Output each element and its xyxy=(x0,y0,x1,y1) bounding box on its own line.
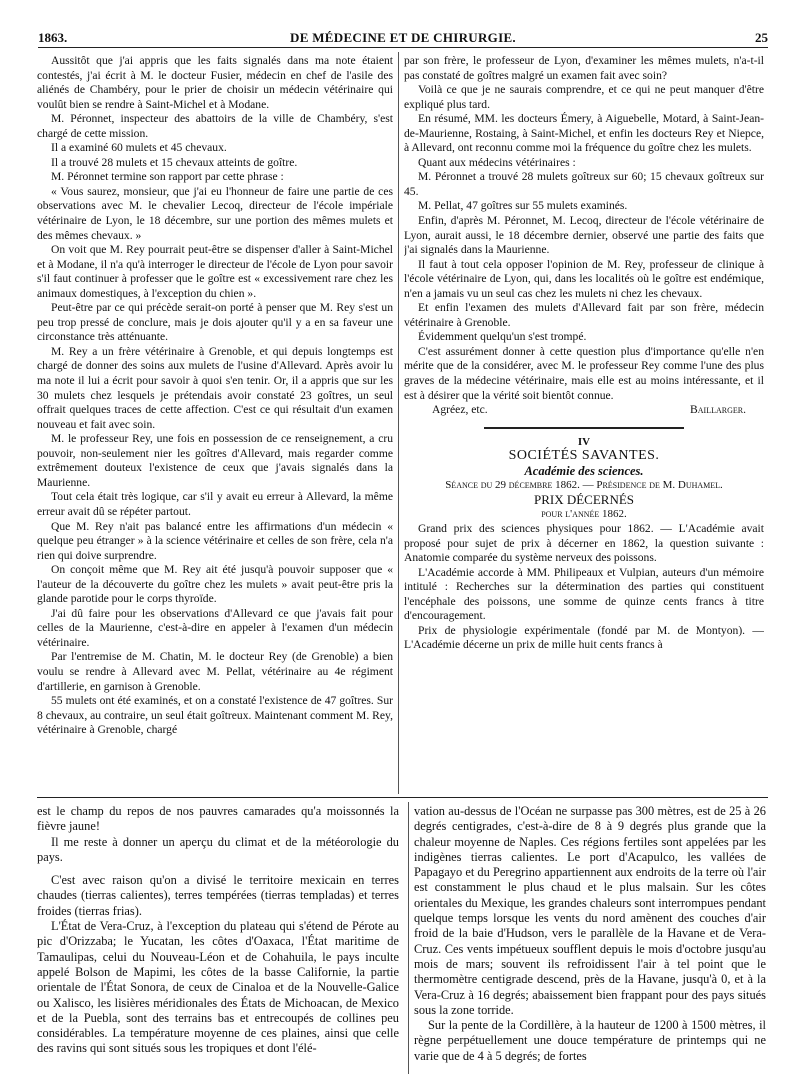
paragraph: vation au-dessus de l'Océan ne surpasse pas 300 mètres, est de 25 à 26 degrés centigrades, c'est-à-dire de 8 à 9 degrés plus grande que la chaleur moyenne de Naples. Ces régions fertiles sont appelées par les indigènes tierras calientes. Le port d'Acapulco, les vallées de Papagayo et du Peregrino appartiennent aux endroits de la terre où l'air est constamment le plus chaud et le plus malsain. Sur les côtes orientales du Mexique, les grandes chaleurs sont interrompues pendant quelque temps lorsque les vents du nord amènent des couches d'air froid de la baie d'Hudson, vers le parallèle de la Havane et de Vera-Cruz. Ces vents impétueux soufflent depuis le mois d'octobre jusqu'au mois de mars; souvent ils refroidissent l'air à tel point que le thermomètre centigrade descend, près de la Havane, jusqu'à 0, et à la Vera-Cruz à 16 degrés; abaissement bien frappant pour des pays situés sous la zone torride. xyxy=(414,804,766,1017)
article-column-right xyxy=(404,54,764,794)
paragraph: Évidemment quelqu'un s'est trompé. xyxy=(418,330,587,344)
paragraph: C'est avec raison qu'on a divisé le territoire mexicain en terres chaudes (tierras calientes), terres tempérées (tierras templadas) et terres froides (tierras frias). xyxy=(37,873,399,918)
column-divider xyxy=(398,52,399,794)
paragraph: Et enfin l'examen des mulets d'Allevard fait par son frère, médecin vétérinaire à Grenoble. xyxy=(404,301,764,329)
paragraph: M. Péronnet a trouvé 28 mulets goîtreux sur 60; 15 chevaux goîtreux sur 45. xyxy=(404,170,764,198)
paragraph: On voit que M. Rey pourrait peut-être se dispenser d'aller à Saint-Michel et à Modane, il n'a qu'à interroger le directeur de l'école de Lyon pour savoir s'il faut continuer à professer que le goître est « excessivement rare chez les animaux domestiques, à l'exception du chien ». xyxy=(37,243,393,300)
paragraph: Aussitôt que j'ai appris que les faits signalés dans ma note étaient contestés, j'ai écrit à M. le docteur Fusier, médecin en chef de l'asile des aliénés de Chambéry, pour le prier de choisir un médecin vétérinaire qui voulût bien se rendre à Saint-Michel et à Modane. xyxy=(37,54,393,111)
paragraph: M. Rey a un frère vétérinaire à Grenoble, et qui depuis longtemps est chargé de donner des soins aux mulets de l'usine d'Allevard. Après avoir lu ma note il lui a écrit pour savoir à quoi s'en tenir. Or, il a appris que sur les 30 mulets chez lesquels je prétendais avoir constaté 23 goîtres, un seul offrait quelques traces de cette affection. C'est ce qui résultait d'un examen nouveau et fait avec soin. xyxy=(37,344,393,431)
paragraph: Sur la pente de la Cordillère, à la hauteur de 1200 à 1500 mètres, il règne perpétuellement une douce température de printemps qui ne varie que de 4 à 5 degrés; de fortes xyxy=(414,1018,766,1063)
closing-formula: Agréez, etc. xyxy=(432,403,488,417)
feuilleton-column-right xyxy=(414,804,766,1074)
paragraph: Enfin, d'après M. Péronnet, M. Lecoq, directeur de l'école vétérinaire de Lyon, aurait aussi, le 18 décembre dernier, observé une partie des faits que j'ai signalés dans la Maurienne. xyxy=(404,214,764,257)
paragraph: M. le professeur Rey, une fois en possession de ce renseignement, a cru pouvoir, non-seulement nier les goîtres d'Allevard, mais regarder comme extrêmement douteux l'existence de ceux que j'avais signalés dans la Maurienne. xyxy=(37,432,393,489)
signature-line xyxy=(404,403,764,418)
paragraph: par son frère, le professeur de Lyon, d'examiner les mêmes mulets, n'a-t-il pas constaté de goîtres malgré un examen fait avec soin? xyxy=(404,54,764,82)
paragraph: On conçoit même que M. Rey ait été jusqu'à pouvoir supposer que « l'auteur de la découverte du goître chez les mulets » avait peut-être pris la glande parotide pour le corps thyroïde. xyxy=(37,563,393,606)
paragraph: Il a examiné 60 mulets et 45 chevaux. xyxy=(51,141,227,155)
prix-title: PRIX DÉCERNÉS xyxy=(533,491,635,507)
section-rule xyxy=(484,427,684,429)
feuilleton-rule xyxy=(37,797,768,798)
paragraph: Il faut à tout cela opposer l'opinion de M. Rey, professeur de clinique à l'école vétérinaire de Lyon, qui, dans les localités où le goître est endémique, n'en a jamais vu un seul cas chez les mulets ni chez les chevaux. xyxy=(404,257,764,300)
paragraph: J'ai dû faire pour les observations d'Allevard ce que j'avais fait pour celles de la Maurienne, c'est-à-dire en appeler à l'examen d'un médecin vétérinaire. xyxy=(37,606,393,649)
paragraph: Il me reste à donner un aperçu du climat et de la météorologie du pays. xyxy=(37,834,399,864)
paragraph: 55 mulets ont été examinés, et on a constaté l'existence de 47 goîtres. Sur 8 chevaux, au contraire, un seul était goîtreux. Maintenant comment M. Rey, vétérinaire à Grenoble, chargé xyxy=(37,694,393,737)
paragraph: Que M. Rey n'ait pas balancé entre les affirmations d'un médecin « quelque peu étranger » à la science vétérinaire et celles de son frère, cela n'a rien qui doive surprendre. xyxy=(37,519,393,562)
section-title: SOCIÉTÉS SAVANTES. xyxy=(508,448,660,464)
paragraph: Quant aux médecins vétérinaires : xyxy=(418,155,576,169)
paragraph: En résumé, MM. les docteurs Émery, à Aiguebelle, Motard, à Saint-Jean-de-Maurienne, Rostaing, à Saint-Michel, et enfin les docteurs Rey et Niepce, à Allevard, ont reconnu comme moi la fréquence du goître chez les mulets. xyxy=(404,112,764,155)
prix-subtitle: pour l'année 1862. xyxy=(541,508,627,521)
paragraph: M. Pellat, 47 goîtres sur 55 mulets examinés. xyxy=(418,199,628,213)
paragraph: Prix de physiologie expérimentale (fondé par M. de Montyon). — L'Académie décerne un prix de mille huit cents francs à xyxy=(404,623,764,652)
paragraph: Peut-être par ce qui précède serait-on porté à penser que M. Rey s'est un peu trop pressé de conclure, mais je dois ajouter qu'il y a en sa faveur une circonstance très atténuante. xyxy=(37,301,393,344)
section-subtitle: Académie des sciences. xyxy=(524,463,644,478)
paragraph: Par l'entremise de M. Chatin, M. le docteur Rey (de Grenoble) a bien voulu se rendre à Allevard avec M. Pellat, vétérinaire au 4e régiment d'artillerie, en garnison à Grenoble. xyxy=(37,650,393,693)
article-column-left xyxy=(37,54,393,794)
paragraph: est le champ du repos de nos pauvres camarades qu'a moissonnés la fièvre jaune! xyxy=(37,804,399,834)
paragraph: M. Péronnet termine son rapport par cette phrase : xyxy=(51,170,284,184)
paragraph: Tout cela était très logique, car s'il y avait eu erreur à Allevard, la même erreur avait dû se répéter partout. xyxy=(37,490,393,518)
paragraph: « Vous saurez, monsieur, que j'ai eu l'honneur de faire une partie de ces observations avec M. le chevalier Lecoq, directeur de l'école impériale vétérinaire de Lyon, le 18 décembre, sur une portion des mêmes mulets et des mêmes chevaux. » xyxy=(37,184,393,242)
seance-line: Séance du 29 décembre 1862. — Présidence de M. Duhamel. xyxy=(445,479,723,492)
paragraph: C'est assurément donner à cette question plus d'importance qu'elle n'en mérite que de la considérer, avec M. le professeur Rey comme l'une des plus graves de la médecine vétérinaire, mais elle est au moins intéressante, et il est à désirer que la vérité soit bientôt connue. xyxy=(404,344,764,402)
header-title: DE MÉDECINE ET DE CHIRURGIE. xyxy=(290,30,516,45)
paragraph: L'État de Vera-Cruz, à l'exception du plateau qui s'étend de Pérote au pic d'Orizzaba; le Yucatan, les côtes d'Oaxaca, l'État maritime de Tamaulipas, celui du Nouveau-Léon et de Cohahuila, le pays inculte appelé Bolson de Mapimi, les côtes de la basse Californie, la partie orientale de l'État Sonora, de ceux de Cinaloa et de la Nouvelle-Galice ou Xalisco, les lisières méridionales des États de Michoacan, de Mexico et de la Puebla, sont des terrains bas et entrecoupés de collines peu considérables. La température moyenne de ces plaines, ainsi que celle des ravins qui sont situés sous les tropiques et dont l'élé- xyxy=(37,919,399,1056)
column-divider-lower xyxy=(408,802,409,1074)
header-rule xyxy=(38,47,768,48)
paragraph: Grand prix des sciences physiques pour 1862. — L'Académie avait proposé pour sujet de prix à décerner en 1862, la question suivante : Anatomie comparée du système nerveux des poissons. xyxy=(404,521,764,565)
feuilleton-column-left xyxy=(37,804,399,1074)
paragraph: L'Académie accorde à MM. Philipeaux et Vulpian, auteurs d'un mémoire intitulé : Recherches sur la détermination des parties qui constituent l'encéphale des poissons, une somme de quinze cents francs à titre d'encouragement. xyxy=(404,565,764,623)
paragraph: Voilà ce que je ne saurais comprendre, et ce qui ne peut manquer d'être expliqué plus tard. xyxy=(404,83,764,111)
page-number: 25 xyxy=(755,30,768,45)
header-year: 1863. xyxy=(38,30,68,45)
paragraph: Il a trouvé 28 mulets et 15 chevaux atteints de goître. xyxy=(51,155,298,169)
running-header xyxy=(38,26,768,48)
author-signature: Baillarger. xyxy=(690,403,746,417)
section-number: IV xyxy=(577,435,591,448)
paragraph: M. Péronnet, inspecteur des abattoirs de la ville de Chambéry, s'est chargé de cette mission. xyxy=(37,112,393,140)
